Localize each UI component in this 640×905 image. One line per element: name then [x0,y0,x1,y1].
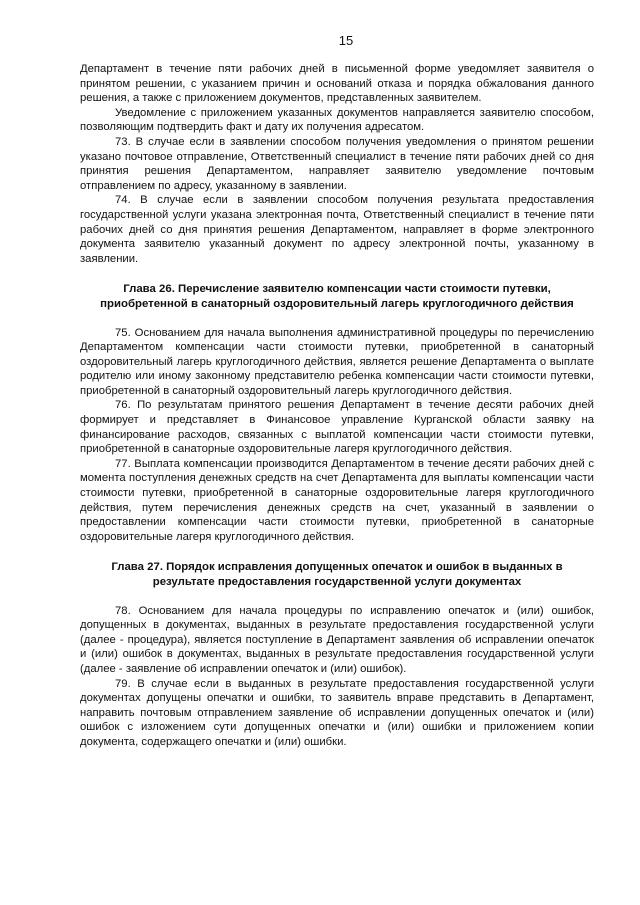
paragraph-item-78: 78. Основанием для начала процедуры по исправлению опечаток и (или) ошибок, допущенных в документах, выданных в результате предоставления государственной услуги (далее - процедура), является поступление в Департамент заявления об исправлении опечаток и (или) ошибок в документах, выданных в результате предоставления государственной услуги (далее - заявление об исправлении опечаток и (или) ошибок). [80,604,594,675]
paragraph-notification-decision: Департамент в течение пяти рабочих дней в письменной форме уведомляет заявителя о принятом решении, с указанием причин и оснований отказа и порядка обжалования данного решения, а также с приложением документов, представленных заявителем. [80,63,594,105]
chapter-26-heading: Глава 26. Перечисление заявителю компенсации части стоимости путевки, приобретенной в санаторный оздоровительный лагерь круглогодичного действия [100,283,574,310]
paragraph-item-77: 77. Выплата компенсации производится Департаментом в течение десяти рабочих дней с момента поступления денежных средств на счет Департамента для выплаты компенсации части стоимости путевки, приобретенной в санаторные оздоровительные лагеря круглогодичного действия, путем перечисления денежных средств на счет, указанный в заявлении о предоставлении компенсации части стоимости путевки, приобретенной в санаторные оздоровительные лагеря круглогодичного действия. [80,457,594,543]
paragraph-notification-delivery: Уведомление с приложением указанных документов направляется заявителю способом, позволяющим подтвердить факт и дату их получения адресатом. [80,106,594,134]
paragraph-item-79: 79. В случае если в выданных в результате предоставления государственной услуги документах допущены опечатки и ошибки, то заявитель вправе представить в Департамент, направить почтовым отправлением заявление об исправлении допущенных опечаток и (или) ошибок с изложением сути допущенных опечатки и (или) ошибки и приложением копии документа, содержащего опечатки и (или) ошибки. [80,677,594,748]
page-number: 15 [338,33,354,48]
paragraph-item-75: 75. Основанием для начала выполнения административной процедуры по перечислению Департаментом компенсации части стоимости путевки, приобретенной в санаторный оздоровительный лагерь круглогодичного действия, является решение Департамента о выплате родителю или иному законному представителю ребенка компенсации части стоимости путевки, приобретенной в санаторный оздоровительный лагерь круглогодичного действия. [80,326,594,397]
chapter-27-heading: Глава 27. Порядок исправления допущенных опечаток и ошибок в выданных в результате предоставления государственной услуги документах [111,561,563,588]
paragraph-item-76: 76. По результатам принятого решения Департамент в течение десяти рабочих дней формирует и представляет в Финансовое управление Курганской области заявку на финансирование расходов, связанных с выплатой компенсации части стоимости путевки, приобретенной в санаторные оздоровительные лагеря круглогодичного действия. [80,399,594,456]
paragraph-item-73: 73. В случае если в заявлении способом получения уведомления о принятом решении указано почтовое отправление, Ответственный специалист в течение пяти рабочих дней со дня принятия решения Департаментом, направляет заявителю уведомление почтовым отправлением по адресу, указанному в заявлении. [80,135,594,192]
paragraph-item-74: 74. В случае если в заявлении способом получения результата предоставления государственной услуги указана электронная почта, Ответственный специалист в течение пяти рабочих дней со дня принятия решения Департаментом, направляет в форме электронного документа заявителю указанный документ по адресу электронной почты, указанному в заявлении. [80,194,594,265]
